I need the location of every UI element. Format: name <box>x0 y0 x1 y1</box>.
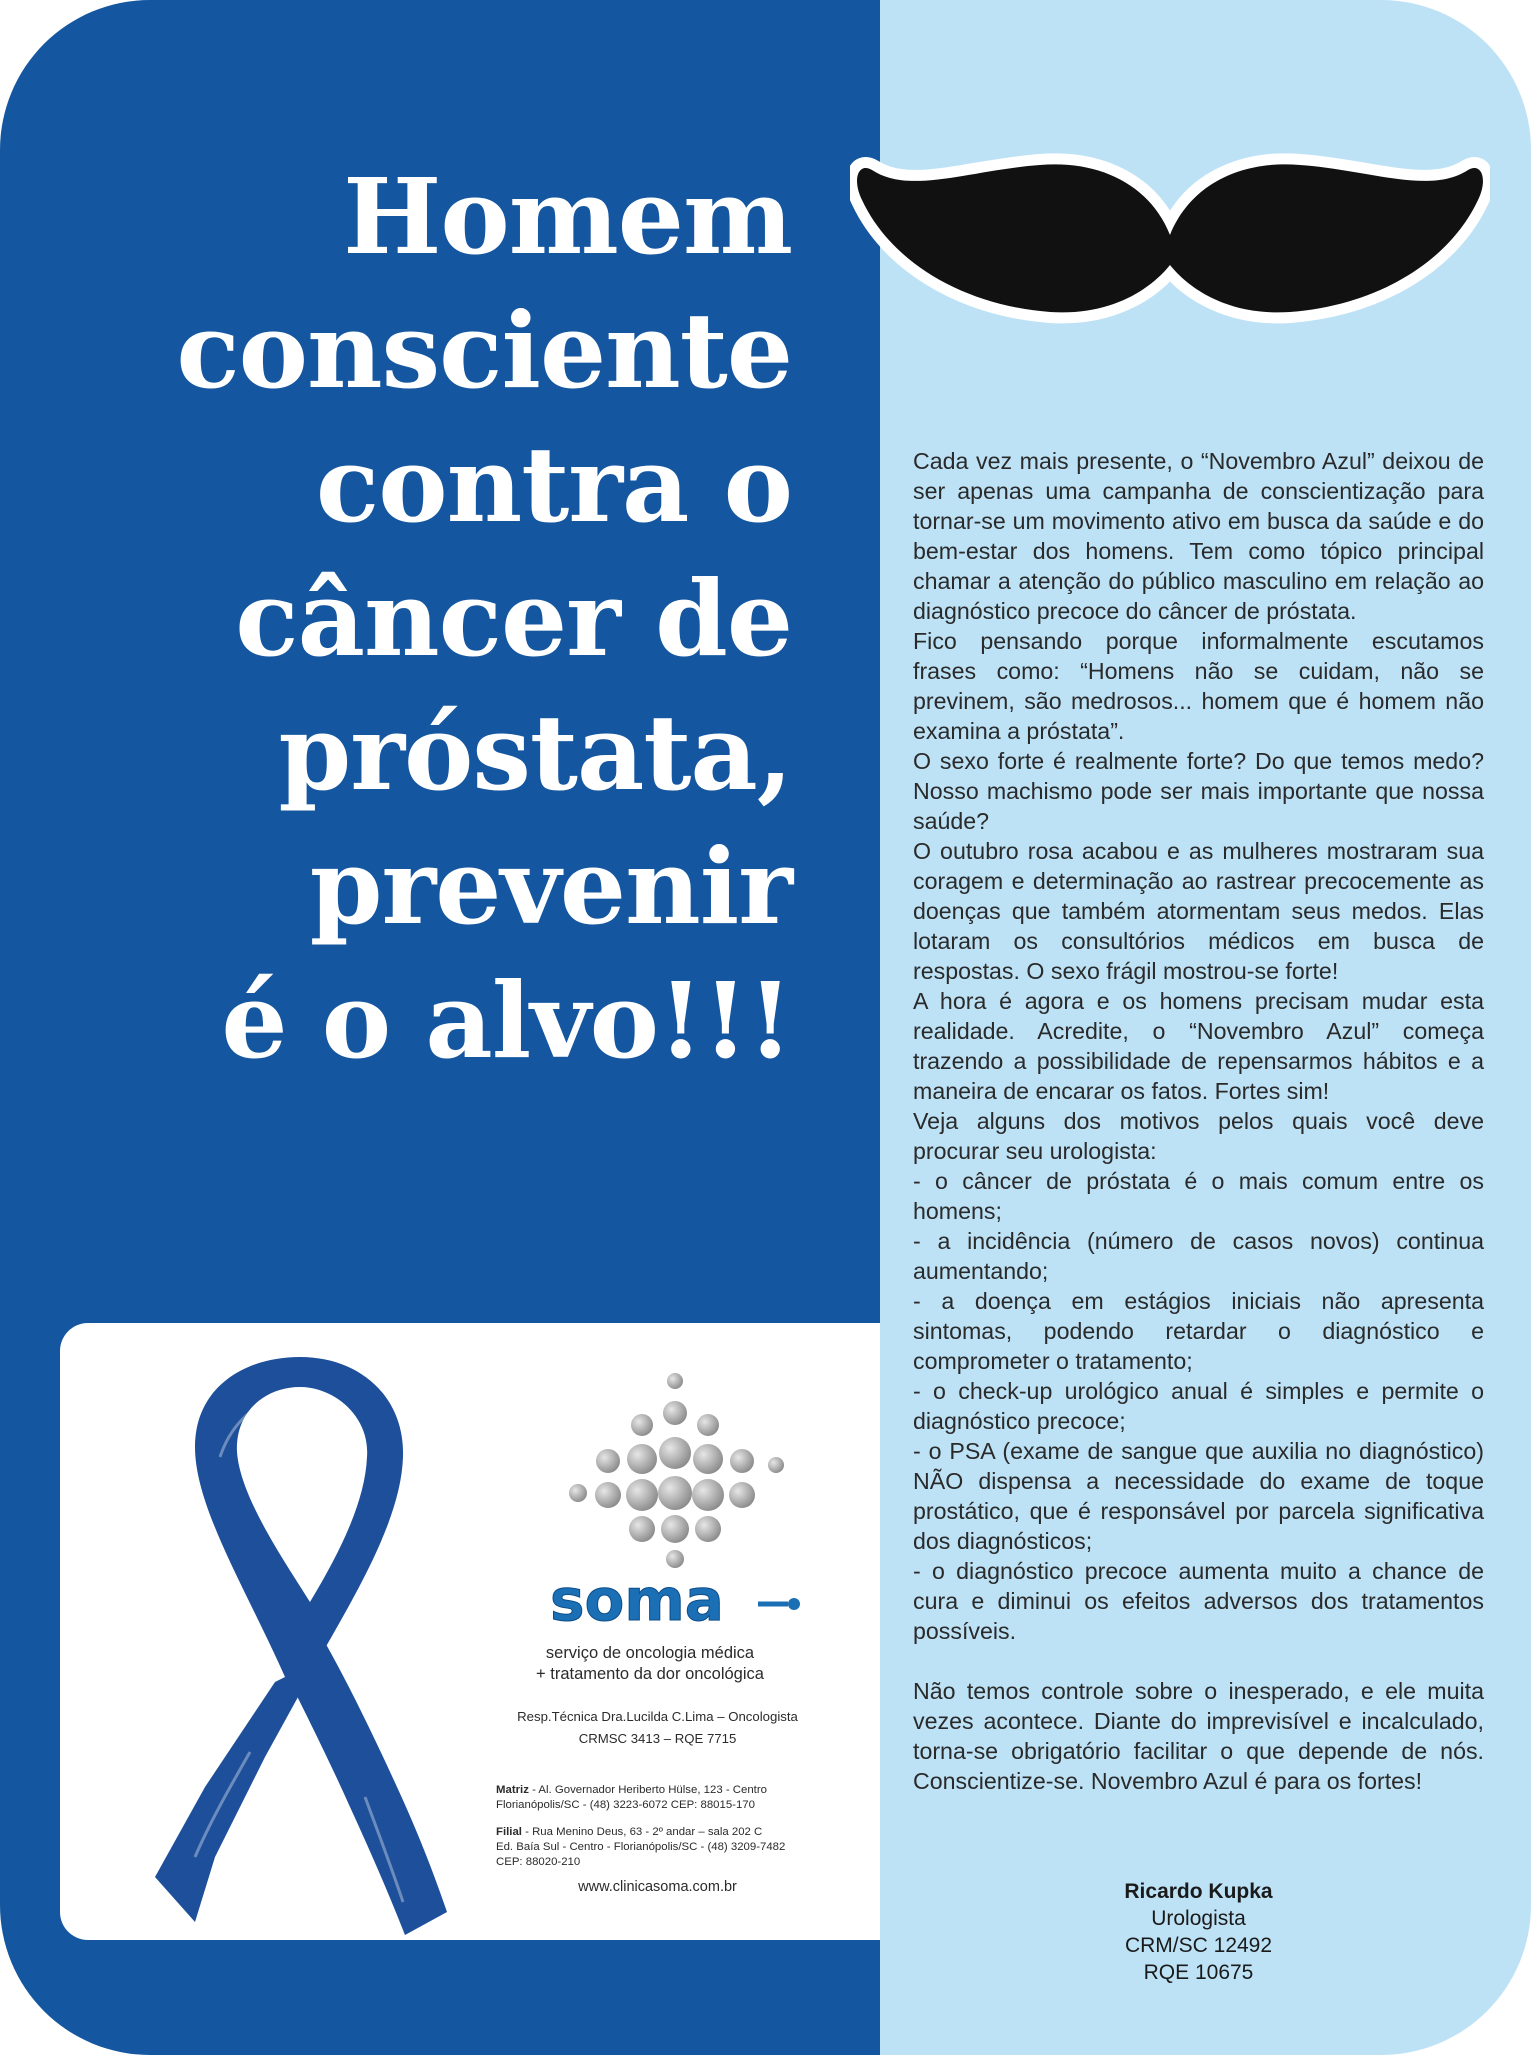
clinic-website: www.clinicasoma.com.br <box>578 1879 737 1895</box>
author-rqe: RQE 10675 <box>1143 1961 1254 1984</box>
article-paragraph: A hora é agora e os homens precisam mudar esta realidade. Acredite, o “Novembro Azul” começa trazendo a possibilidade de repensarmos hábitos e a maneira de encarar os fatos. Fortes sim! <box>913 988 1484 1104</box>
matriz-line-1: - Al. Governador Heriberto Hülse, 123 - Centro <box>528 1784 767 1796</box>
filial-line-1: - Rua Menino Deus, 63 - 2º andar – sala 202 C <box>521 1826 763 1838</box>
article-paragraph: - o câncer de próstata é o mais comum entre os homens; <box>913 1168 1484 1224</box>
headline-line: câncer de <box>235 557 792 680</box>
awareness-ribbon-icon <box>135 1337 465 1937</box>
article-paragraph: Fico pensando porque informalmente escutamos frases como: “Homens não se cuidam, não se previnem, são medrosos... homem que é homem não examina a próstata”. <box>913 628 1484 744</box>
filial-address <box>496 1825 856 1870</box>
technical-responsible <box>480 1706 835 1750</box>
clinic-addresses <box>496 1783 856 1882</box>
headline-line: é o alvo!!! <box>221 959 792 1082</box>
headline <box>40 150 792 1088</box>
soma-logo-wordmark <box>550 1568 810 1638</box>
matriz-label: Matriz <box>496 1784 529 1796</box>
author-crm: CRM/SC 12492 <box>1124 1934 1273 1957</box>
signature <box>913 1878 1484 1986</box>
article-paragraph: O sexo forte é realmente forte? Do que temos medo? Nosso machismo pode ser mais importante que nossa saúde? <box>913 748 1484 834</box>
article-paragraph: - o check-up urológico anual é simples e permite o diagnóstico precoce; <box>913 1378 1484 1434</box>
dot-cross-logo <box>560 1363 790 1573</box>
article-paragraph: O outubro rosa acabou e as mulheres mostraram sua coragem e determinação ao rastrear precocemente as doenças que também atormentam seus medos. Elas lotaram os consultórios médicos em busca de respostas. O sexo frágil mostrou-se forte! <box>913 838 1484 984</box>
matriz-line-2: Florianópolis/SC - (48) 3223-6072 CEP: 88015-170 <box>496 1799 755 1811</box>
resp-line-1: Resp.Técnica Dra.Lucilda C.Lima – Oncologista <box>517 1709 798 1724</box>
article-paragraph: Cada vez mais presente, o “Novembro Azul” deixou de ser apenas uma campanha de conscientização para tornar-se um movimento ativo em busca da saúde e do bem-estar dos homens. Tem como tópico principal chamar a atenção do público masculino em relação ao diagnóstico precoce do câncer de próstata. <box>913 448 1484 624</box>
tagline-line-2: + tratamento da dor oncológica <box>536 1665 764 1683</box>
author-name: Ricardo Kupka <box>1124 1880 1273 1903</box>
resp-line-2: CRMSC 3413 – RQE 7715 <box>578 1731 737 1746</box>
matriz-address <box>496 1783 856 1813</box>
article-paragraph: - o diagnóstico precoce aumenta muito a chance de cura e diminui os efeitos adversos dos tratamentos possíveis. <box>913 1558 1484 1644</box>
article-closing: Não temos controle sobre o inesperado, e ele muita vezes acontece. Diante do imprevisível e incalculado, torna-se obrigatório facilitar o que depende de nós. Conscientize-se. Novembro Azul é para os fortes! <box>913 1678 1484 1794</box>
headline-line: Homem <box>343 155 792 278</box>
article-paragraph: - a incidência (número de casos novos) continua aumentando; <box>913 1228 1484 1284</box>
clinic-tagline <box>500 1643 800 1685</box>
article-text <box>913 446 1484 1796</box>
filial-line-3: CEP: 88020-210 <box>496 1856 581 1868</box>
soma-logo-text: soma <box>550 1568 724 1634</box>
article-paragraph: - a doença em estágios iniciais não apresenta sintomas, podendo retardar o diagnóstico e comprometer o tratamento; <box>913 1288 1484 1374</box>
headline-line: contra o <box>315 423 792 546</box>
headline-line: prevenir <box>309 825 792 948</box>
clinic-ad-box <box>60 1323 880 1940</box>
tagline-line-1: serviço de oncologia médica <box>545 1644 755 1662</box>
headline-line: próstata, <box>278 691 792 814</box>
author-title: Urologista <box>1151 1907 1246 1930</box>
paragraph-spacer <box>913 1646 1484 1676</box>
mustache-icon <box>850 140 1490 400</box>
article-paragraph: - o PSA (exame de sangue que auxilia no diagnóstico) NÃO dispensa a necessidade do exame de toque prostático, que é responsável por parcela significativa dos diagnósticos; <box>913 1438 1484 1554</box>
headline-line: consciente <box>176 289 792 412</box>
filial-label: Filial <box>496 1826 522 1838</box>
filial-line-2: Ed. Baía Sul - Centro - Florianópolis/SC - (48) 3209-7482 <box>496 1841 786 1853</box>
article-paragraph: Veja alguns dos motivos pelos quais você deve procurar seu urologista: <box>913 1108 1484 1164</box>
